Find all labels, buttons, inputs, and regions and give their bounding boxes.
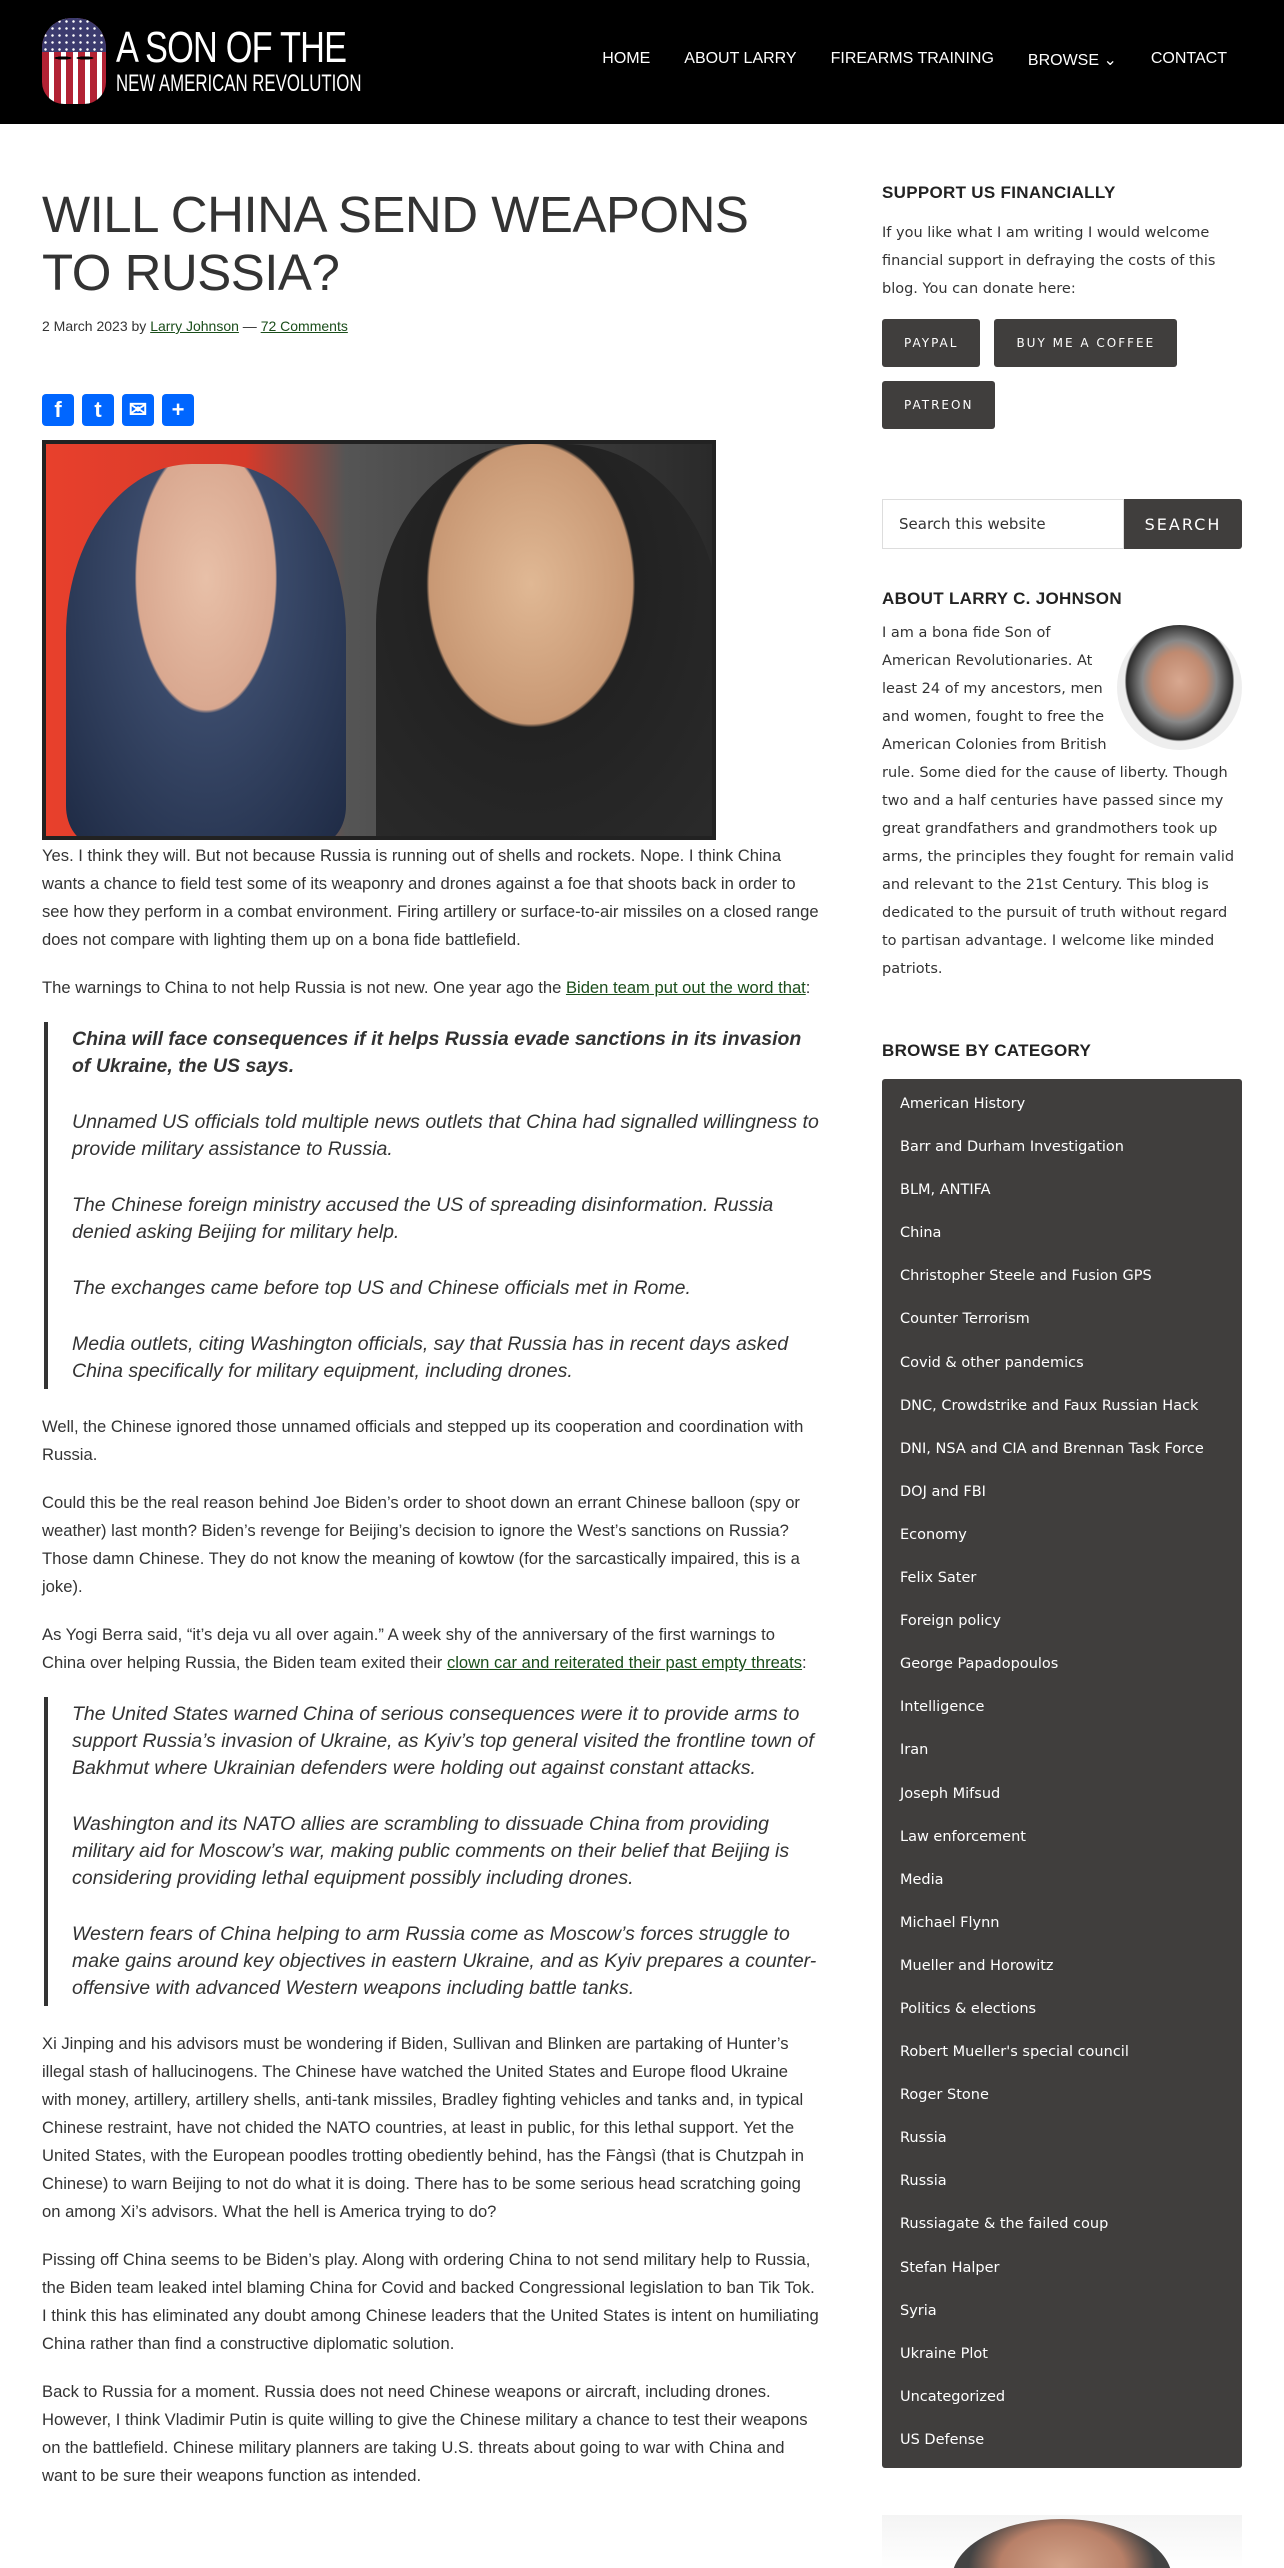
text: : [802,1653,807,1672]
clown-car-link[interactable]: clown car and reiterated their past empty threats [446,1653,803,1672]
text: As Yogi Berra said, “it’s deja vu all over again.” A week shy of the anniversary of the first warnings to China over helping Russia, the Biden team exited their [42,1625,775,1672]
category-item[interactable]: Ukraine Plot [900,2345,988,2362]
twitter-icon[interactable]: t [82,394,114,426]
category-item[interactable]: Russiagate & the failed coup [900,2216,1109,2233]
search-button[interactable]: SEARCH [1124,499,1242,549]
category-item[interactable]: Uncategorized [900,2388,1006,2405]
share-plus-icon[interactable]: + [162,394,194,426]
quote-paragraph: Western fears of China helping to arm Russia come as Moscow’s forces struggle to make gains around key objectives in eastern Ukraine, and as Kyiv prepares a counter-offensive with advanced Western weapons including battle tanks. [72,1923,817,1999]
blockquote [44,1022,822,1389]
paragraph: Back to Russia for a moment. Russia does not need Chinese weapons or aircraft, including drones. However, I think Vladimir Putin is quite willing to give the Chinese military a chance to test their weapons on the battlefield. Chinese military planners are taking U.S. threats about going to war with China and want to be sure their weapons function as intended. [42,2382,808,2485]
category-item[interactable]: Economy [900,1526,967,1543]
category-item[interactable]: DOJ and FBI [900,1483,986,1500]
support-heading: SUPPORT US FINANCIALLY [882,183,1116,202]
category-item[interactable]: Iran [900,1742,929,1759]
category-item[interactable]: Christopher Steele and Fusion GPS [900,1268,1152,1285]
category-item[interactable]: Russia [900,2173,947,2190]
paragraph: Yes. I think they will. But not because Russia is running out of shells and rockets. Nope. I think China wants a chance to field test some of its weaponry and drones against a foe that shoots back in order to see how they perform in a combat environment. Firing artillery or surface-to-air missiles on a closed range does not compare with lighting them up on a bona fide battlefield. [42,846,819,949]
quote-paragraph: Washington and its NATO allies are scrambling to dissuade China from providing military aid for Moscow’s war, making public comments on their belief that Beijing is considering providing lethal equipment possibly including drones. [72,1813,790,1889]
separator: — [242,318,257,334]
post-meta [42,318,822,334]
post-date: 2 March 2023 [42,318,128,334]
text: : [805,978,811,997]
category-item[interactable]: DNI, NSA and CIA and Brennan Task Force [900,1440,1204,1457]
category-item[interactable]: Mueller and Horowitz [900,1957,1054,1974]
category-item[interactable]: Robert Mueller's special council [900,2044,1129,2061]
category-item[interactable]: Russia [900,2130,947,2147]
category-item[interactable]: George Papadopoulos [900,1656,1059,1673]
email-icon[interactable]: ✉ [122,394,154,426]
article [42,186,822,2510]
category-item[interactable]: Law enforcement [900,1828,1026,1845]
sidebar-author-image [882,2515,1242,2568]
quote-paragraph: Unnamed US officials told multiple news outlets that China had signalled willingness to provide military assistance to Russia. [72,1111,819,1160]
quote-paragraph: The exchanges came before top US and Chinese officials met in Rome. [72,1277,691,1299]
category-item[interactable]: Barr and Durham Investigation [900,1139,1124,1156]
category-item[interactable]: China [900,1225,942,1242]
category-item[interactable]: BLM, ANTIFA [900,1182,991,1199]
nav-about-larry[interactable]: ABOUT LARRY [684,50,797,67]
share-buttons [42,394,822,426]
category-item[interactable]: DNC, Crowdstrike and Faux Russian Hack [900,1397,1199,1414]
category-item[interactable]: Intelligence [900,1699,985,1716]
category-item[interactable]: Joseph Mifsud [900,1785,1001,1802]
blockquote [44,1697,822,2006]
patreon-button[interactable]: PATREON [882,381,995,429]
quote-paragraph: The Chinese foreign ministry accused the US of spreading disinformation. Russia denied asking Beijing for military help. [72,1194,774,1243]
category-item[interactable]: American History [900,1096,1026,1112]
article-body [42,842,822,2490]
paragraph [42,1621,822,1677]
site-header [0,0,1284,124]
nav-home[interactable]: HOME [602,50,651,67]
skull-flag-icon [42,18,106,104]
logo-title: A SON OF THE [116,23,347,72]
donate-buttons [882,319,1242,429]
text: The warnings to China to not help Russia is not new. One year ago the [42,978,566,997]
by-label: by [131,318,147,334]
main-nav [602,50,1227,70]
paragraph: Xi Jinping and his advisors must be wondering if Biden, Sullivan and Blinken are partaking of Hunter’s illegal stash of hallucinogens. The Chinese have watched the United States and Europe flood Ukraine with money, artillery, artillery shells, anti-tank missiles, Bradley fighting vehicles and tanks and, in typical Chinese restraint, have not chided the NATO countries, at least in public, for this lethal support. Yet the United States, with the European poodles trotting obediently behind, has the Fàngsì (that is Chutzpah in Chinese) to warn Beijing to not do what it is doing. There has to be some serious head scratching going on among Xi’s advisors. What the hell is America trying to do? [42,2034,804,2221]
hero-image [42,440,716,840]
search-input[interactable]: Search this website [882,499,1124,549]
category-item[interactable]: Politics & elections [900,2000,1037,2017]
comments-link[interactable]: 72 Comments [260,318,348,334]
sidebar [882,183,1242,2468]
browse-heading: BROWSE BY CATEGORY [882,1041,1092,1060]
category-list [882,1079,1242,2468]
paragraph [42,974,822,1002]
nav-firearms-training[interactable]: FIREARMS TRAINING [830,50,994,67]
about-text: I am a bona fide Son of American Revolutionaries. At least 24 of my ancestors, men and women, fought to free the American Colonies from British rule. Some died for the cause of liberty. Though two and a half centuries have passed since my great grandfathers and grandmothers took up arms, the principles they fought for remain valid and relevant to the 21st Century. This blog is dedicated to the pursuit of truth without regard to partisan advantage. I welcome like minded patriots. [882,625,1235,977]
category-item[interactable]: Felix Sater [900,1570,977,1587]
facebook-icon[interactable]: f [42,394,74,426]
category-item[interactable]: Roger Stone [900,2087,989,2104]
nav-contact[interactable]: CONTACT [1150,50,1227,67]
category-item[interactable]: Stefan Halper [900,2259,1000,2276]
category-item[interactable]: US Defense [900,2431,985,2448]
category-item[interactable]: Foreign policy [900,1613,1001,1630]
biden-team-link[interactable]: Biden team put out the word that [565,978,806,997]
category-item[interactable]: Syria [900,2302,937,2319]
category-item[interactable]: Counter Terrorism [900,1311,1030,1328]
site-logo[interactable] [42,18,467,104]
paragraph: Could this be the real reason behind Joe Biden’s order to shoot down an errant Chinese balloon (spy or weather) last month? Biden’s revenge for Beijing’s decision to ignore the West’s sanctions on Russia? Those damn Chinese. They do not know the meaning of kowtow (for the sarcastically impaired, this is a joke). [42,1493,800,1596]
about-heading: ABOUT LARRY C. JOHNSON [882,589,1122,608]
paragraph: Pissing off China seems to be Biden’s play. Along with ordering China to not send military help to Russia, the Biden team leaked intel blaming China for Covid and backed Congressional legislation to ban Tik Tok. I think this has eliminated any doubt among Chinese leaders that the United States is intent on humiliating China rather than find a constructive diplomatic solution. [42,2250,819,2353]
quote-paragraph: Media outlets, citing Washington officials, say that Russia has in recent days asked China specifically for military equipment, including drones. [72,1333,789,1382]
author-photo [1117,625,1242,750]
support-text: If you like what I am writing I would welcome financial support in defraying the costs of this blog. You can donate here: [882,225,1216,297]
paragraph: Well, the Chinese ignored those unnamed officials and stepped up its cooperation and coordination with Russia. [42,1417,804,1464]
author-link[interactable]: Larry Johnson [150,318,239,334]
category-item[interactable]: Covid & other pandemics [900,1354,1084,1371]
nav-browse[interactable]: BROWSE ⌄ [1027,52,1117,69]
buy-me-a-coffee-button[interactable]: BUY ME A COFFEE [994,319,1177,367]
logo-subtitle: NEW AMERICAN REVOLUTION [116,70,362,97]
category-item[interactable]: Media [900,1871,944,1888]
paypal-button[interactable]: PAYPAL [882,319,980,367]
category-item[interactable]: Michael Flynn [900,1914,1000,1931]
search-form [882,499,1242,549]
quote-paragraph: China will face consequences if it helps Russia evade sanctions in its invasion of Ukraine, the US says. [72,1028,802,1077]
page-title: WILL CHINA SEND WEAPONS TO RUSSIA? [42,186,749,301]
quote-paragraph: The United States warned China of serious consequences were it to provide arms to support Russia’s invasion of Ukraine, as Kyiv’s top general visited the frontline town of Bakhmut where Ukrainian defenders were holding out against constant attacks. [72,1703,814,1779]
